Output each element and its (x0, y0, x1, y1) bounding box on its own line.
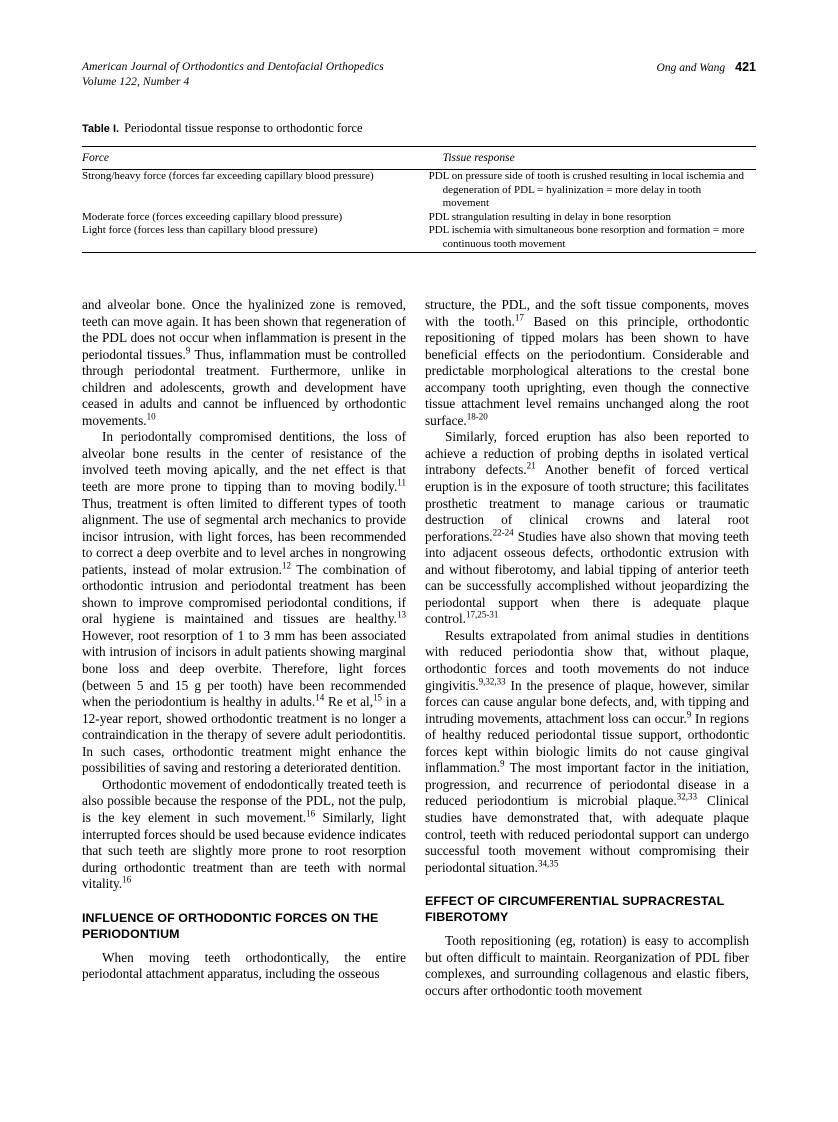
table-label: Table I. (82, 123, 120, 135)
page-number: 421 (735, 60, 756, 74)
table-row (82, 224, 756, 251)
citation-ref: 9,32,33 (478, 676, 506, 687)
citation-ref: 16 (122, 874, 132, 885)
section-heading-fiberotomy: EFFECT OF CIRCUMFERENTIAL SUPRACRESTAL FIBEROTOMY (425, 894, 725, 925)
text-run: The combination of orthodontic intrusion and periodontal treatment has been shown to improve compromised periodontal conditions, if oral hygiene is maintained and tissues are healthy. (82, 561, 407, 627)
text-run: Re et al, (324, 694, 374, 710)
cell-force: Strong/heavy force (forces far exceeding capillary blood pressure) (82, 170, 374, 182)
text-run: In the presence of plaque, however, similar forces can cause angular bone defects, and, with tipping and intruding movements, attachment loss can occur. (425, 677, 749, 726)
running-head (82, 60, 756, 90)
text-run: Thus, inflammation must be controlled through periodontal treatment. Furthermore, unlike in children and adolescents, growth and development have ceased in adults and cannot be influenced by orthodontic movements. (82, 346, 406, 428)
table-header (82, 147, 756, 169)
text-run: Similarly, forced eruption has also been reported to achieve a reduction of probing depths in isolated vertical intrabony defects. (425, 429, 749, 478)
cell-tissue-response: PDL ischemia with simultaneous bone resorption and formation = more continuous tooth movement (428, 224, 745, 250)
citation-ref: 9 (686, 709, 692, 720)
citation-ref: 15 (373, 692, 383, 703)
citation-ref: 32,33 (676, 791, 698, 802)
citation-ref: 18-20 (466, 411, 488, 422)
text-run: The most important factor in the initiation, progression, and recurrence of periodontal disease in a reduced periodontium is microbial plaque. (425, 760, 749, 809)
column-header-force: Force (82, 152, 110, 164)
journal-title-line: American Journal of Orthodontics and Dentofacial Orthopedics (82, 61, 384, 73)
text-run: Thus, treatment is often limited to different types of tooth alignment. The use of segmental arch mechanics to provide incisor intrusion, with light forces, has been recommended to correct a deep overbite and to level arches in nongrowing patients, instead of molar extrusion. (82, 495, 406, 577)
table-title: Periodontal tissue response to orthodontic force (124, 121, 363, 135)
body-columns (82, 297, 756, 1087)
paragraph: When moving teeth orthodontically, the entire periodontal attachment apparatus, including the osseous (82, 949, 406, 982)
text-run: Results extrapolated from animal studies in dentitions with reduced periodontia show that, without plaque, orthodontic forces and tooth movements do not induce gingivitis. (425, 627, 749, 693)
citation-ref: 10 (146, 411, 156, 422)
paragraph (425, 628, 749, 876)
citation-ref: 14 (315, 692, 325, 703)
text-run: Orthodontic movement of endodontically treated teeth is also possible because the response of the PDL, not the pulp, is the key element in such movement. (82, 776, 406, 825)
table-header-row (82, 147, 756, 169)
citation-ref: 22-24 (492, 527, 514, 538)
running-head-journal (82, 60, 384, 90)
citation-ref: 11 (397, 477, 406, 488)
citation-ref: 9 (185, 345, 191, 356)
periodontal-response-table (82, 147, 756, 169)
text-run: In periodontally compromised dentitions, the loss of alveolar bone results in the center of resistance of the involved teeth moving apically, and the net effect is that teeth are more prone to tipping than to moving bodily. (82, 429, 406, 495)
citation-ref: 21 (526, 461, 536, 472)
section-heading-influence: INFLUENCE OF ORTHODONTIC FORCES ON THE PERIODONTIUM (82, 910, 379, 941)
paragraph (82, 297, 406, 429)
text-run: Studies have also shown that moving teeth into adjacent osseous defects, orthodontic extrusion with and without fiberotomy, and labial tipping of anterior teeth can be successfully accomplished without jeopardizing the periodontal support when there is adequate plaque control. (425, 528, 749, 627)
table-caption (82, 120, 756, 137)
citation-ref: 17 (514, 312, 524, 323)
text-run: Clinical studies have demonstrated that, with adequate plaque control, teeth with reduced periodontal support can undergo successful tooth movement without compromising their periodontal situation. (425, 793, 749, 875)
text-run: and alveolar bone. Once the hyalinized zone is removed, teeth can move again. It has been shown that regeneration of the PDL does not occur when inflammation is present in the periodontal tissues. (82, 297, 406, 362)
citation-ref: 16 (306, 808, 316, 819)
paragraph (82, 429, 406, 776)
text-run: Based on this principle, orthodontic repositioning of tipped molars has been shown to have beneficial effects on the periodontium. Considerable and predictable morphological alterations to the crestal bone accompany tooth uprighting, even though the connective tissue attachment level remains unchanged along the root surface. (425, 313, 749, 428)
periodontal-response-table-body (82, 170, 756, 252)
cell-tissue-response: PDL strangulation resulting in delay in bone resorption (428, 210, 672, 223)
table-row (82, 170, 756, 211)
right-column (425, 297, 749, 1087)
paragraph (425, 429, 749, 628)
citation-ref: 34,35 (538, 858, 559, 869)
text-run: Another benefit of forced vertical eruption is in the exposure of tooth structure; this facilitates prosthetic treatment to manage carious or traumatic destruction of clinical crowns and lateral root perforations. (425, 462, 749, 544)
table-bottom-rule (82, 252, 756, 253)
running-head-authors-page (657, 60, 756, 74)
cell-tissue-response: PDL on pressure side of tooth is crushed resulting in local ischemia and degeneration of PDL = hyalinization = more delay in tooth movement (428, 170, 745, 210)
column-header-tissue-response: Tissue response (442, 152, 515, 164)
text-run: Similarly, light interrupted forces should be used because evidence indicates that such teeth are slightly more prone to root resorption during orthodontic treatment than are teeth with normal vitality. (82, 809, 407, 892)
text-run: structure, the PDL, and the soft tissue components, moves with the tooth. (425, 297, 749, 329)
text-run: In regions of healthy reduced periodontal tissue support, orthodontic forces kept within biologic limits do not cause gingival inflammation. (425, 710, 749, 776)
cell-force: Moderate force (forces exceeding capillary blood pressure) (82, 210, 343, 223)
citation-ref: 12 (281, 560, 291, 571)
running-head-authors: Ong and Wang (656, 62, 726, 74)
paragraph: Tooth repositioning (eg, rotation) is easy to accomplish but often difficult to maintain. Reorganization of PDL fiber complexes, and surrounding collagenous and elastic fibers, occurs after orthodontic tooth movement (425, 933, 749, 998)
table-block (82, 120, 756, 253)
citation-ref: 9 (499, 758, 505, 769)
journal-volume-line: Volume 122, Number 4 (82, 76, 190, 88)
citation-ref: 17,25-31 (466, 609, 499, 620)
paragraph (82, 777, 406, 893)
text-run: However, root resorption of 1 to 3 mm has been associated with intrusion of incisors in adult patients showing marginal bone loss and deep overbite. Therefore, light forces (between 5 and 15 g per tooth) have been recommended when the periodontium is healthy in adults. (82, 627, 406, 710)
table-row (82, 211, 756, 225)
citation-ref: 13 (396, 609, 406, 620)
cell-force: Light force (forces less than capillary blood pressure) (82, 224, 318, 237)
text-run: in a 12-year report, showed orthodontic treatment is no longer a contraindication in the therapy of severe adult periodontitis. In such cases, orthodontic treatment might enhance the possibilities of saving and restoring a deteriorated dentition. (82, 694, 406, 776)
left-column (82, 297, 406, 1087)
paragraph (425, 297, 749, 429)
